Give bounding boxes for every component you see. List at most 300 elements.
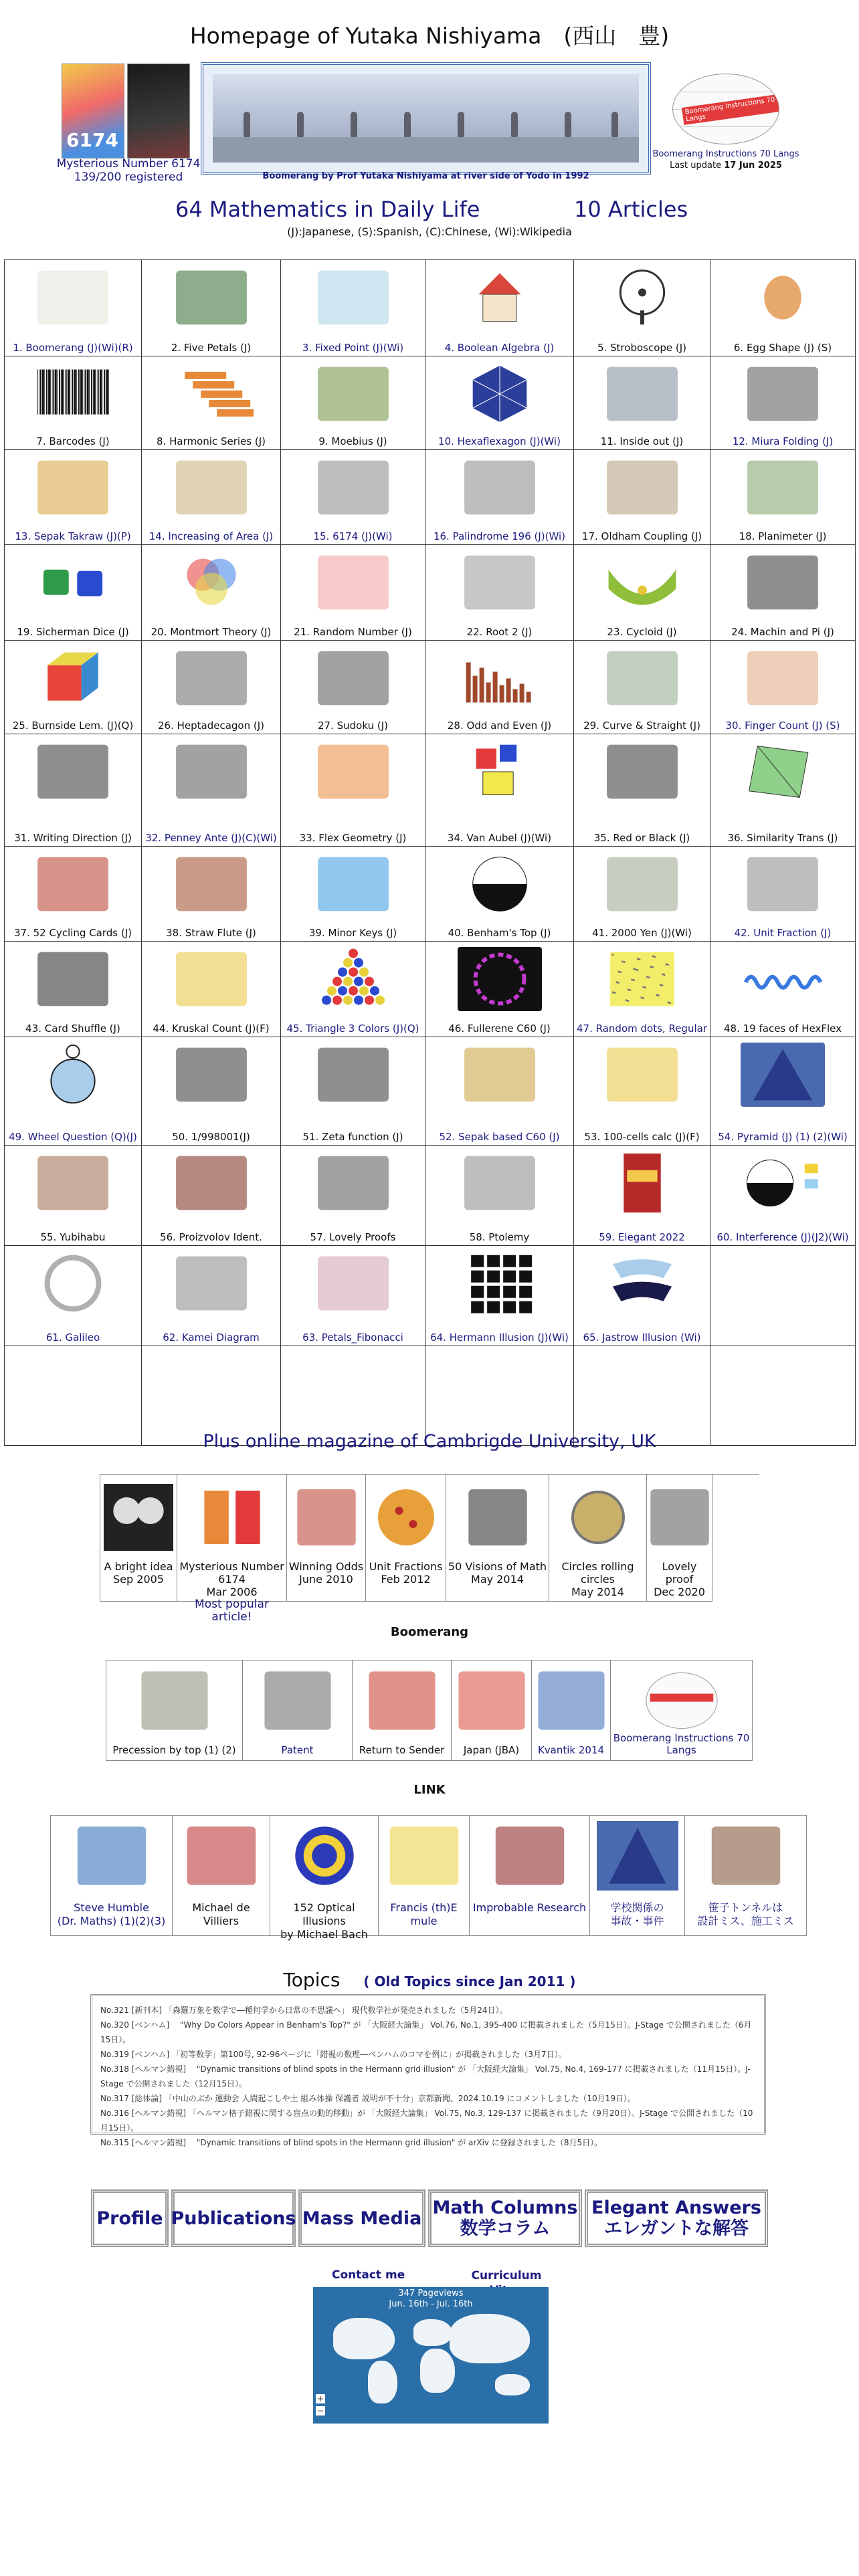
topic-cell[interactable] xyxy=(710,1146,856,1246)
topic-label[interactable]: 17. Oldham Coupling (J) xyxy=(581,530,702,542)
topic-cell[interactable] xyxy=(425,260,574,356)
topic-cell[interactable] xyxy=(574,356,710,450)
ring-icon[interactable] xyxy=(31,1251,115,1315)
topic-label[interactable]: 62. Kamei Diagram xyxy=(163,1331,260,1344)
topic-label[interactable]: 16. Palindrome 196 (J)(Wi) xyxy=(433,530,566,542)
topic-label[interactable]: 39. Minor Keys (J) xyxy=(308,927,397,939)
topic-cell[interactable] xyxy=(425,1146,574,1246)
stacked-blocks-icon[interactable] xyxy=(169,362,254,426)
topic-cell[interactable] xyxy=(281,847,425,942)
magazine-article[interactable] xyxy=(287,1475,366,1602)
topic-label[interactable]: 43. Card Shuffle (J) xyxy=(25,1023,120,1035)
topic-cell[interactable] xyxy=(425,450,574,545)
fan-icon[interactable] xyxy=(600,265,684,330)
coin-graph-icon[interactable] xyxy=(169,740,254,804)
photo-ground xyxy=(213,137,639,163)
tunnel-icon[interactable] xyxy=(705,1821,787,1891)
topic-label[interactable]: 54. Pyramid (J) (1) (2)(Wi) xyxy=(718,1131,848,1143)
magazine-article[interactable] xyxy=(446,1475,549,1602)
jba-banner-icon[interactable] xyxy=(452,1666,531,1735)
nav-button[interactable]: Math Columns 数学コラム xyxy=(428,2189,582,2247)
topic-cell[interactable] xyxy=(142,641,281,734)
keys-table-icon[interactable] xyxy=(311,852,395,916)
external-link[interactable] xyxy=(685,1816,807,1936)
external-link[interactable] xyxy=(51,1816,173,1936)
topic-cell[interactable] xyxy=(281,545,425,641)
dr-maths-icon[interactable] xyxy=(71,1821,153,1891)
fixed-point-map-icon[interactable] xyxy=(311,265,395,330)
topic-cell[interactable] xyxy=(710,847,856,942)
magazine-caption-text[interactable]: Winning Odds June 2010 xyxy=(288,1560,364,1586)
boomerang-box-icon[interactable] xyxy=(135,1666,214,1735)
topic-cell[interactable] xyxy=(5,641,142,734)
straw-icon[interactable] xyxy=(169,852,254,916)
topic-label[interactable]: 46. Fullerene C60 (J) xyxy=(448,1023,551,1035)
topic-label[interactable]: 47. Random dots, Regular xyxy=(577,1023,707,1035)
topic-cell[interactable] xyxy=(574,641,710,734)
barcode-icon[interactable] xyxy=(31,362,115,426)
topic-cell[interactable] xyxy=(574,1146,710,1246)
photo-figure xyxy=(297,112,304,137)
topic-cell[interactable] xyxy=(710,1037,856,1146)
topic-label[interactable]: 30. Finger Count (J) (S) xyxy=(725,720,840,732)
fraction-tree-icon[interactable] xyxy=(741,852,825,916)
map-continent xyxy=(333,2318,395,2359)
magazine-red-icon[interactable] xyxy=(363,1666,442,1735)
tree-diagram-icon[interactable] xyxy=(458,455,542,520)
topic-cell[interactable] xyxy=(5,450,142,545)
light-bulbs-icon[interactable] xyxy=(104,1484,173,1551)
improbable-icon[interactable] xyxy=(489,1821,571,1891)
world-map-icon[interactable] xyxy=(672,74,779,144)
topic-label[interactable]: 1. Boomerang (J)(Wi)(R) xyxy=(13,342,133,354)
topic-cell[interactable] xyxy=(574,450,710,545)
formula-icon[interactable] xyxy=(741,550,825,615)
topic-label[interactable]: 42. Unit Fraction (J) xyxy=(734,927,832,939)
topic-cell[interactable] xyxy=(574,847,710,942)
external-link-caption[interactable]: 笹子トンネルは 設計ミス、施工ミス xyxy=(697,1901,794,1927)
zoom-in-button[interactable]: + xyxy=(316,2394,324,2403)
boomerang-caption[interactable]: Precession by top (1) (2) xyxy=(112,1744,236,1756)
topic-label[interactable]: 59. Elegant 2022 xyxy=(599,1231,685,1243)
topic-label[interactable]: 14. Increasing of Area (J) xyxy=(149,530,274,542)
brushes-icon[interactable] xyxy=(31,1151,115,1215)
dynamic-math-icon[interactable] xyxy=(181,1821,262,1891)
instructions-link[interactable]: Boomerang Instructions 70 Langs xyxy=(652,149,799,159)
topic-cell[interactable] xyxy=(710,545,856,641)
topic-cell[interactable] xyxy=(710,260,856,356)
magazine-article[interactable] xyxy=(177,1475,287,1624)
topic-label[interactable]: 56. Proizvolov Ident. xyxy=(160,1231,262,1243)
sudoku-icon[interactable] xyxy=(311,646,395,710)
map-continent xyxy=(420,2349,455,2393)
dice-icon[interactable] xyxy=(31,550,115,615)
topic-cell[interactable] xyxy=(574,260,710,356)
topic-cell[interactable] xyxy=(142,1037,281,1146)
topic-cell[interactable] xyxy=(281,641,425,734)
boomerang-caption[interactable]: Kvantik 2014 xyxy=(537,1744,605,1756)
boomerang-item[interactable] xyxy=(452,1660,532,1761)
topic-label[interactable]: 13. Sepak Takraw (J)(P) xyxy=(15,530,131,542)
cards-fan-icon[interactable] xyxy=(292,1484,361,1551)
book-caption-line1[interactable]: Mysterious Number 6174 xyxy=(56,157,201,171)
topic-label[interactable]: 25. Burnside Lem. (J)(Q) xyxy=(12,720,134,732)
kvantik-cover-icon[interactable] xyxy=(532,1666,611,1735)
pageview-range: Jun. 16th - Jul. 16th xyxy=(389,2299,473,2309)
topic-cell[interactable] xyxy=(142,734,281,847)
house-icon[interactable] xyxy=(458,265,542,330)
hexaflexagon-icon[interactable] xyxy=(458,362,542,426)
rattan-ball-icon[interactable] xyxy=(458,1043,542,1107)
nav-button[interactable]: Elegant Answers エレガントな解答 xyxy=(585,2189,768,2247)
topic-label[interactable]: 52. Sepak based C60 (J) xyxy=(439,1131,560,1143)
magazine-caption-text[interactable]: A bright idea Sep 2005 xyxy=(104,1560,173,1586)
external-link-caption[interactable]: Steve Humble (Dr. Maths) (1)(2)(3) xyxy=(57,1901,166,1927)
visitor-map[interactable] xyxy=(313,2287,549,2424)
venn-icon[interactable] xyxy=(169,550,254,615)
book-cover-icon[interactable] xyxy=(600,1151,684,1215)
topic-cell[interactable] xyxy=(574,545,710,641)
topic-label[interactable]: 53. 100-cells calc (J)(F) xyxy=(584,1131,700,1143)
topic-cell[interactable] xyxy=(142,847,281,942)
contact-link[interactable]: Contact me xyxy=(332,2268,405,2282)
topic-cell[interactable] xyxy=(574,734,710,847)
planimeter-icon[interactable] xyxy=(741,455,825,520)
proof-diagram-icon[interactable] xyxy=(645,1484,714,1551)
dot-pattern-icon[interactable] xyxy=(600,947,684,1011)
human-pyramid-icon[interactable] xyxy=(741,1043,825,1107)
magazine-caption[interactable] xyxy=(288,1560,364,1586)
ptolemy-circle-icon[interactable] xyxy=(458,1151,542,1215)
topic-label[interactable]: 41. 2000 Yen (J)(Wi) xyxy=(592,927,692,939)
topic-cell[interactable] xyxy=(5,1146,142,1246)
topic-cell[interactable] xyxy=(142,1246,281,1346)
topic-label[interactable]: 40. Benham's Top (J) xyxy=(448,927,551,939)
topic-cell[interactable] xyxy=(281,356,425,450)
topic-label[interactable]: 2. Five Petals (J) xyxy=(171,342,252,354)
topic-cell[interactable] xyxy=(425,545,574,641)
topic-label[interactable]: 44. Kruskal Count (J)(F) xyxy=(153,1023,270,1035)
decimal-list-icon[interactable] xyxy=(169,1043,254,1107)
green-squares-icon[interactable] xyxy=(741,740,825,804)
benham-top-icon[interactable] xyxy=(458,852,542,916)
photo-caption: Boomerang by Prof Yutaka Nishiyama at river side of Yodo in 1992 xyxy=(262,171,589,181)
fingers-icon[interactable] xyxy=(741,646,825,710)
book-covers[interactable] xyxy=(62,64,195,157)
topic-cell[interactable] xyxy=(281,450,425,545)
magazine-caption[interactable] xyxy=(448,1560,547,1586)
topic-cell[interactable] xyxy=(5,545,142,641)
topic-label[interactable]: 23. Cycloid (J) xyxy=(607,626,677,638)
patent-drawing-icon[interactable] xyxy=(258,1666,337,1735)
topic-cell[interactable] xyxy=(425,847,574,942)
topic-cell[interactable] xyxy=(5,1246,142,1346)
topic-label[interactable]: 58. Ptolemy xyxy=(469,1231,530,1243)
writing-text-icon[interactable] xyxy=(31,740,115,804)
topic-cell[interactable] xyxy=(281,260,425,356)
kamei-graph-icon[interactable] xyxy=(169,1251,254,1315)
bar-chart-icon[interactable] xyxy=(458,646,542,710)
topic-cell[interactable] xyxy=(142,450,281,545)
topic-cell[interactable] xyxy=(710,356,856,450)
number-diagram-icon[interactable] xyxy=(311,455,395,520)
boomerang-caption[interactable]: Patent xyxy=(281,1744,314,1756)
hermann-grid-icon[interactable] xyxy=(458,1251,542,1315)
playing-card-icon[interactable] xyxy=(169,455,254,520)
magazine-caption[interactable] xyxy=(102,1560,175,1586)
topic-label[interactable]: 10. Hexaflexagon (J)(Wi) xyxy=(438,435,561,447)
wave-strip-icon[interactable] xyxy=(741,947,825,1011)
paper-sheet-icon[interactable] xyxy=(458,550,542,615)
topic-label[interactable]: 29. Curve & Straight (J) xyxy=(583,720,700,732)
topic-cell[interactable] xyxy=(710,734,856,847)
topic-label[interactable]: 24. Machin and Pi (J) xyxy=(731,626,834,638)
topic-label[interactable]: 55. Yubihabu xyxy=(40,1231,106,1243)
boomerang-caption[interactable]: Boomerang Instructions 70 Langs xyxy=(613,1732,750,1756)
topic-label[interactable]: 27. Sudoku (J) xyxy=(318,720,388,732)
flex-tool-icon[interactable] xyxy=(311,740,395,804)
topic-label[interactable]: 65. Jastrow Illusion (Wi) xyxy=(583,1331,701,1344)
external-link[interactable] xyxy=(270,1816,379,1941)
rattan-ball-icon[interactable] xyxy=(31,455,115,520)
external-link-caption[interactable]: 152 Optical Illusions by Michael Bach xyxy=(280,1901,368,1941)
topic-cell[interactable] xyxy=(425,1037,574,1146)
topic-cell[interactable] xyxy=(574,942,710,1037)
topic-cell[interactable] xyxy=(425,942,574,1037)
topic-cell[interactable] xyxy=(425,641,574,734)
section-heading-left: 64 Mathematics in Daily Life xyxy=(175,197,480,222)
external-link[interactable] xyxy=(173,1816,270,1936)
topic-cell[interactable] xyxy=(281,1037,425,1146)
world-map-icon[interactable] xyxy=(642,1666,721,1735)
topic-label[interactable]: 12. Miura Folding (J) xyxy=(732,435,834,447)
popular-badge[interactable]: Most popular article! xyxy=(195,1598,269,1624)
topic-cell[interactable] xyxy=(710,942,856,1037)
cube-box-icon[interactable] xyxy=(600,362,684,426)
topic-cell[interactable] xyxy=(5,734,142,847)
topic-news-item: No.316 [ヘルマン錯視] 「ヘルマン格子錯視に関する盲点の動的移動」が 「大阪経大論集」 Vol.75, No.3, 129-137 に掲載されました（9月20日）。J-Stage で公開されました（10月15日）。 xyxy=(100,2109,753,2133)
boomerang-item[interactable] xyxy=(106,1660,243,1761)
topic-label[interactable]: 51. Zeta function (J) xyxy=(302,1131,403,1143)
wheel-icon[interactable] xyxy=(31,1043,115,1107)
topic-label[interactable]: 6. Egg Shape (J) (S) xyxy=(733,342,832,354)
boomerang-caption[interactable]: Japan (JBA) xyxy=(463,1744,520,1756)
boomerang-caption[interactable]: Return to Sender xyxy=(359,1744,445,1756)
topic-label[interactable]: 61. Galileo xyxy=(45,1331,100,1344)
cycloid-icon[interactable] xyxy=(600,550,684,615)
boomerang-item[interactable] xyxy=(532,1660,611,1761)
zeta-formula-icon[interactable] xyxy=(311,1043,395,1107)
topic-cell[interactable] xyxy=(281,1246,425,1346)
topic-cell[interactable] xyxy=(5,260,142,356)
topic-label[interactable]: 4. Boolean Algebra (J) xyxy=(444,342,555,354)
topic-cell[interactable] xyxy=(425,734,574,847)
topic-cell[interactable] xyxy=(142,356,281,450)
magazine-article[interactable] xyxy=(549,1475,647,1602)
topic-label[interactable]: 60. Interference (J)(J2)(Wi) xyxy=(717,1231,849,1243)
topic-cell[interactable] xyxy=(142,260,281,356)
photo-figure xyxy=(458,112,464,137)
topic-cell[interactable] xyxy=(281,942,425,1037)
cards-red-icon[interactable] xyxy=(31,852,115,916)
letter-grid-icon[interactable] xyxy=(169,947,254,1011)
topic-news-item: No.320 [ベンハム] "Why Do Colors Appear in Benham's Top?" が 「大阪経大論集」 Vol.76, No.1, 395-400 に掲載されました（5月15日）。J-Stage で公開されました（6月15日）。 xyxy=(100,2020,752,2044)
topic-label[interactable]: 45. Triangle 3 Colors (J)(Q) xyxy=(286,1023,419,1035)
pizza-icon[interactable] xyxy=(371,1484,441,1551)
boomerang-sketch-icon[interactable] xyxy=(31,265,115,330)
topic-cell[interactable] xyxy=(281,734,425,847)
topic-cell[interactable] xyxy=(142,1146,281,1246)
zoom-out-button[interactable]: − xyxy=(316,2406,324,2416)
random-pattern-icon[interactable] xyxy=(311,550,395,615)
color-cube-icon[interactable] xyxy=(31,646,115,710)
topic-cell[interactable] xyxy=(574,1246,710,1346)
topic-label[interactable]: 31. Writing Direction (J) xyxy=(14,832,132,844)
book-50-icon[interactable] xyxy=(463,1484,533,1551)
visitor-map-header xyxy=(313,2288,549,2310)
topic-label[interactable]: 8. Harmonic Series (J) xyxy=(157,435,266,447)
random-walk-icon[interactable] xyxy=(600,740,684,804)
magazine-caption[interactable] xyxy=(551,1560,645,1598)
calc-grid-icon[interactable] xyxy=(600,1043,684,1107)
topic-label[interactable]: 15. 6174 (J)(Wi) xyxy=(313,530,393,542)
topic-label[interactable]: 64. Hermann Illusion (J)(Wi) xyxy=(430,1331,569,1344)
number-tiles-icon[interactable] xyxy=(197,1484,267,1551)
old-topics-link[interactable]: ( Old Topics since Jan 2011 ) xyxy=(363,1973,576,1990)
human-pyramid-icon[interactable] xyxy=(597,1821,678,1891)
topic-label[interactable]: 7. Barcodes (J) xyxy=(36,435,110,447)
topic-cell[interactable] xyxy=(710,450,856,545)
topic-label[interactable]: 37. 52 Cycling Cards (J) xyxy=(13,927,132,939)
topic-label[interactable]: 33. Flex Geometry (J) xyxy=(299,832,407,844)
banknote-icon[interactable] xyxy=(600,852,684,916)
moebius-strip-icon[interactable] xyxy=(311,362,395,426)
proof-square-icon[interactable] xyxy=(311,1151,395,1215)
book-cover-6174[interactable] xyxy=(62,64,124,158)
topic-label[interactable]: 11. Inside out (J) xyxy=(600,435,684,447)
boomerang-item[interactable] xyxy=(353,1660,452,1761)
magazine-caption-text[interactable]: Mysterious Number 6174 Mar 2006 xyxy=(179,1560,284,1598)
magazine-article[interactable] xyxy=(366,1475,446,1602)
external-link-caption[interactable]: Michael de Villiers xyxy=(192,1901,250,1927)
external-link-caption[interactable]: Francis (th)E mule xyxy=(390,1901,458,1927)
topic-cell[interactable] xyxy=(5,847,142,942)
external-link-caption[interactable]: Improbable Research xyxy=(472,1901,587,1914)
magazine-caption[interactable] xyxy=(648,1560,710,1598)
magazine-caption-text[interactable]: 50 Visions of Math May 2014 xyxy=(448,1560,547,1586)
petals-icon[interactable] xyxy=(169,265,254,330)
external-link[interactable] xyxy=(470,1816,590,1936)
topic-label[interactable]: 63. Petals_Fibonacci xyxy=(302,1331,403,1344)
topic-cell[interactable] xyxy=(574,1037,710,1146)
mule-icon[interactable] xyxy=(383,1821,465,1891)
last-update-date: 17 Jun 2025 xyxy=(724,160,782,171)
cv-link[interactable]: Curriculum xyxy=(471,2269,542,2282)
topic-label[interactable]: 48. 19 faces of HexFlex xyxy=(724,1023,842,1035)
topic-cell[interactable] xyxy=(710,641,856,734)
topic-cell[interactable] xyxy=(5,942,142,1037)
topic-cell[interactable] xyxy=(142,942,281,1037)
boomerang-item[interactable] xyxy=(243,1660,353,1761)
book-cover-dark[interactable] xyxy=(127,64,190,158)
spiral-icon[interactable] xyxy=(284,1821,365,1891)
topics-grid xyxy=(4,259,856,1446)
topic-cell[interactable] xyxy=(425,1246,574,1346)
map-gridline xyxy=(673,126,779,127)
topic-cell[interactable] xyxy=(281,1146,425,1246)
topic-label[interactable]: 22. Root 2 (J) xyxy=(466,626,533,638)
external-link[interactable] xyxy=(379,1816,470,1936)
cards-grid-icon[interactable] xyxy=(169,1151,254,1215)
fullerene-icon[interactable] xyxy=(458,947,542,1011)
external-link-caption[interactable]: 学校関係の 事故・事件 xyxy=(610,1901,664,1927)
topic-label[interactable]: 28. Odd and Even (J) xyxy=(447,720,552,732)
magazine-caption-text[interactable]: Lovely proof Dec 2020 xyxy=(654,1560,705,1598)
topic-label[interactable]: 9. Moebius (J) xyxy=(318,435,387,447)
magazine-caption[interactable] xyxy=(179,1560,285,1624)
boomerang-photo[interactable] xyxy=(201,62,651,175)
topics-heading xyxy=(0,1969,859,1991)
topic-label[interactable]: 34. Van Aubel (J)(Wi) xyxy=(447,832,552,844)
flowers-icon[interactable] xyxy=(311,1251,395,1315)
topic-label[interactable]: 50. 1/998001(J) xyxy=(172,1131,250,1143)
arch-gate-icon[interactable] xyxy=(600,646,684,710)
nav-button[interactable]: Mass Media xyxy=(298,2189,425,2247)
jastrow-icon[interactable] xyxy=(600,1251,684,1315)
topic-label[interactable]: 57. Lovely Proofs xyxy=(310,1231,396,1243)
topic-label[interactable]: 21. Random Number (J) xyxy=(294,626,412,638)
topic-label[interactable]: 20. Montmort Theory (J) xyxy=(151,626,272,638)
topic-news-item: No.315 [ヘルマン錯視] "Dynamic transitions of blind spots in the Hermann grid illusion" が arXiv に登録されました（8月5日）。 xyxy=(100,2138,603,2147)
heptadecagon-icon[interactable] xyxy=(169,646,254,710)
magazine-caption-text[interactable]: Unit Fractions Feb 2012 xyxy=(369,1560,443,1586)
miura-fold-icon[interactable] xyxy=(741,362,825,426)
squares-icon[interactable] xyxy=(458,740,542,804)
topic-label[interactable]: 32. Penney Ante (J)(C)(Wi) xyxy=(145,832,277,844)
magazine-article[interactable] xyxy=(647,1475,712,1602)
topic-cell[interactable] xyxy=(425,356,574,450)
color-triangle-icon[interactable] xyxy=(311,947,395,1011)
egg-icon[interactable] xyxy=(741,265,825,330)
card-fan-icon[interactable] xyxy=(31,947,115,1011)
nav-button[interactable]: Profile xyxy=(91,2189,169,2247)
external-link[interactable] xyxy=(590,1816,685,1936)
magazine-article[interactable] xyxy=(100,1475,177,1602)
topic-label[interactable]: 35. Red or Black (J) xyxy=(593,832,690,844)
topic-cell[interactable] xyxy=(142,545,281,641)
topic-label[interactable]: 3. Fixed Point (J)(Wi) xyxy=(302,342,404,354)
magazine-title[interactable]: Plus online magazine of Cambrigde University, UK xyxy=(203,1431,656,1452)
magazine-caption-text[interactable]: Circles rolling circles May 2014 xyxy=(561,1560,634,1598)
magazine-caption[interactable] xyxy=(367,1560,444,1586)
topic-label[interactable]: 36. Similarity Trans (J) xyxy=(727,832,838,844)
topic-label[interactable]: 19. Sicherman Dice (J) xyxy=(17,626,129,638)
topic-cell[interactable] xyxy=(5,1037,142,1146)
pageview-count: 347 Pageviews xyxy=(398,2288,464,2298)
coin-icon[interactable] xyxy=(563,1484,633,1551)
interference-icon[interactable] xyxy=(741,1151,825,1215)
topic-label[interactable]: 26. Heptadecagon (J) xyxy=(157,720,265,732)
topic-cell[interactable] xyxy=(5,356,142,450)
coupling-icon[interactable] xyxy=(600,455,684,520)
boomerang-item[interactable] xyxy=(611,1660,753,1761)
nav-button[interactable]: Publications xyxy=(171,2189,296,2247)
book-caption[interactable] xyxy=(48,157,209,184)
topic-label[interactable]: 5. Stroboscope (J) xyxy=(597,342,687,354)
topic-label[interactable]: 18. Planimeter (J) xyxy=(739,530,827,542)
topic-label[interactable]: 38. Straw Flute (J) xyxy=(166,927,256,939)
topic-label[interactable]: 49. Wheel Question (Q)(J) xyxy=(9,1131,137,1143)
